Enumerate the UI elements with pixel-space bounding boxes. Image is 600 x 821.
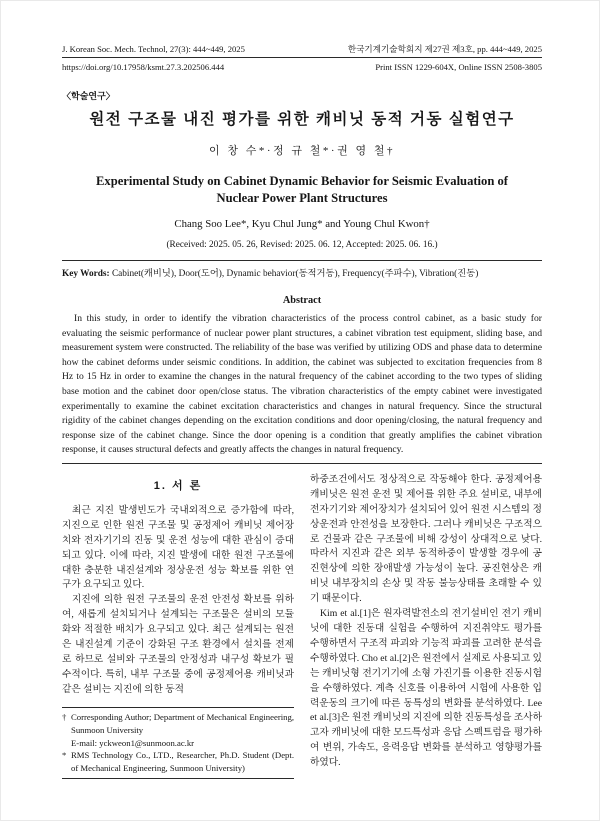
abstract-text: In this study, in order to identify the vibration characteristics of the process control cabinet, as a basic study for evaluating the seismic performance of nuclear power plant structures, a cabinet vibration test equipment, sliding base, and measurement system were constructed. The reliability of the base was verified by utilizing ODS and phase data to determine how the cabinet deforms under seismic conditions. In addition, the cabinet was subjected to excitation frequencies from 8 Hz to 15 Hz in order to examine the changes in the natural frequency of the cabinet according to the two types of sliding base motion and the cabinet door open/close status. The vibration characteristics of the empty cabinet were investigated experimentally to examine the cabinet excitation characteristics and changes in natural frequency. Since the structural rigidity of the cabinet changes depending on the excitation conditions and door opening/closing, the natural frequency and response size of the cabinet change. Since the door opening is a condition that greatly amplifies the cabinet vibration response, it causes structural defects and greatly affects the changes in natural frequency. (62, 313, 542, 456)
keywords-label: Key Words: (62, 269, 112, 279)
abstract-heading: Abstract (282, 295, 322, 306)
article-title-english (62, 173, 542, 207)
authors-korean: 이 창 수*·정 규 철*·권 영 철† (209, 145, 395, 157)
article-category-label: 〈학술연구〉 (62, 91, 115, 101)
section-heading-introduction: 1. 서 론 (153, 479, 203, 492)
title-english-line1: Experimental Study on Cabinet Dynamic Behavior for Seismic Evaluation of (96, 174, 508, 188)
article-title-korean: 원전 구조물 내진 평가를 위한 캐비닛 동적 거동 실험연구 (89, 111, 515, 128)
left-column (62, 473, 294, 781)
abstract-bottom-divider (62, 463, 542, 464)
header-divider (62, 57, 542, 58)
issn-text: Print ISSN 1229-604X, Online ISSN 2508-3805 (375, 62, 542, 72)
footnote-coauthors: * RMS Technology Co., LTD., Researcher, Ph.D. Student (Dept. of Mechanical Engineering, Sunmoon University) (62, 750, 294, 774)
right-column (310, 473, 542, 781)
title-english-line2: Nuclear Power Plant Structures (216, 191, 388, 205)
keywords-text: Cabinet(캐비닛), Door(도어), Dynamic behavior(동적거동), Frequency(주파수), Vibration(진동) (111, 269, 479, 279)
dagger-marker: † (62, 711, 67, 722)
doi-text: https://doi.org/10.17958/ksmt.27.3.202506.444 (62, 62, 225, 72)
journal-header (62, 43, 542, 73)
intro-paragraph-4: Kim et al.[1]은 원자력발전소의 전기설비인 전기 캐비닛에 대한 진동대 실험을 수행하여 지진취약도 평가를 수행하면서 구조적 파괴와 기능적 파괴를 고려한 분석을 수행하였다. Cho et al.[2]은 원전에서 실제로 사용되고 있는 캐비닛형 전기기기에 소형 가진기를 이용한 진동시험을 수행하였다. 계측 신호를 이용하여 시험에 사용한 입력운동의 크기에 따른 동특성의 변화를 분석하였다. Lee et al.[3]은 원전 캐비닛의 지진에 의한 진동특성을 조사하고자 캐비닛에 대한 모드특성과 응답 스펙트럼을 평가하여 변위, 가속도, 응력응답 변화를 분석하고 영향평가를 하였다. (310, 608, 542, 769)
journal-citation-ko: 한국기계기술학회지 제27권 제3호, pp. 444~449, 2025 (347, 44, 542, 54)
footnote-corresponding-author: † Corresponding Author; Department of Mechanical Engineering, Sunmoon University (62, 711, 294, 735)
asterisk-marker: * (62, 750, 67, 761)
footnote-email (62, 737, 294, 750)
author-affiliation-footnote (62, 707, 294, 779)
intro-paragraph-2: 지진에 의한 원전 구조물의 운전 안전성 확보를 위하여, 새롭게 설치되거나 설계되는 구조물은 설비의 모듈화와 적절한 배치가 요구되고 있다. 최근 설계되는 원전은 내진설계 기준이 강화된 구조 환경에서 설치를 전제로 하므로 설비와 구조물의 안정성과 내구성 확보가 필수적이다. 특히, 내부 구조물 중에 공정제어용 캐비닛과 같은 설비는 지진에 의한 동적 (62, 594, 294, 695)
email-text: E-mail: yckweon1@sunmoon.ac.kr (71, 737, 195, 748)
keywords-line (62, 261, 542, 282)
journal-citation-en: J. Korean Soc. Mech. Technol, 27(3): 444~449, 2025 (62, 44, 245, 54)
intro-paragraph-1: 최근 지진 발생빈도가 국내외적으로 증가함에 따라, 지진으로 인한 원전 구조물 및 공정제어 캐비닛 제어장치와 전자기기의 진동 및 운전 성능에 대한 관심이 증대되고 있다. 이에 따라, 지진 발생에 대한 원전 구조물에 대한 충분한 내진설계와 정상운전 성능 확보를 위한 연구가 요구되고 있다. (62, 504, 294, 591)
received-revised-accepted-line: (Received: 2025. 05. 26, Revised: 2025. 06. 12, Accepted: 2025. 06. 16.) (166, 240, 438, 250)
authors-english: Chang Soo Lee*, Kyu Chul Jung* and Young Chul Kwon† (174, 218, 430, 230)
two-column-body (62, 473, 542, 781)
intro-paragraph-3: 하중조건에서도 정상적으로 작동해야 한다. 공정제어용 캐비닛은 원전 운전 및 제어를 위한 주요 설비로, 내부에 전자기기와 제어장치가 설치되어 있어 원전 시스템의 정상운전과 안전성을 보장한다. 그러나 캐비닛은 구조적으로 건물과 같은 구조물에 비해 강성이 상대적으로 낮다. 따라서 지진과 같은 외부 동적하중이 발생할 경우에 공진현상에 의한 장애발생 가능성이 높다. 공진현상은 캐비닛 내부장치의 손상 및 작동 불능상태를 초래할 수 있기 때문이다. (310, 473, 542, 605)
